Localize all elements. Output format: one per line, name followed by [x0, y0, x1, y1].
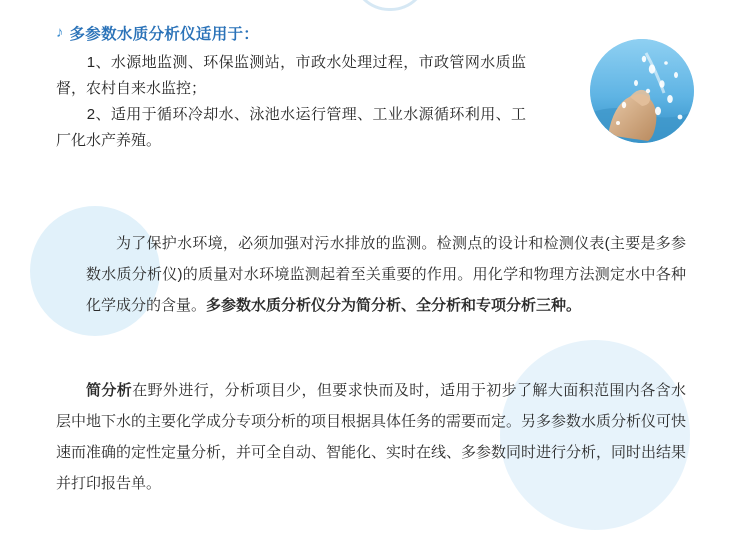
simple-analysis-lead: 简分析: [86, 382, 133, 399]
section-applications-body: [56, 50, 526, 154]
music-note-icon: ♪: [56, 23, 64, 41]
hand-in-water-photo: [590, 39, 694, 143]
simple-analysis-text: 在野外进行，分析项目少，但要求快而及时，适用于初步了解大面积范围内各含水层中地下水的主要化学成分专项分析的项目根据具体任务的需要而定。另多参数水质分析仪可快速而准确的定性定量分析，并可全自动、智能化、实时在线、多参数同时进行分析，同时出结果并打印报告单。: [56, 382, 687, 492]
section-simple-analysis-paragraph: [56, 375, 686, 499]
section-simple-analysis: [56, 375, 686, 499]
application-item: 2、适用于循环冷却水、泳池水运行管理、工业水源循环利用、工厂化水产养殖。: [56, 106, 526, 149]
section-applications: [56, 22, 686, 154]
section-applications-heading: 多参数水质分析仪适用于：: [69, 26, 260, 43]
section-monitoring-paragraph: [86, 228, 686, 321]
section-monitoring: [86, 228, 686, 321]
application-item: 1、水源地监测、环保监测站，市政水处理过程，市政管网水质监督，农村自来水监控；: [56, 54, 526, 97]
top-arc-decoration: [352, 0, 428, 11]
monitoring-text-bold: 多参数水质分析仪分为简分析、全分析和专项分析: [206, 297, 537, 314]
monitoring-text-part-1: 为了保护水环境，必须加强对污水排放的监测。检测点的设计和检测仪表(主要是多参数水质分析仪)的质量对水环境监测起着至关重要的作用。用化学和物理方法测定水中各种化学成分的含量。: [86, 235, 686, 314]
section-applications-heading-row: [56, 22, 686, 44]
monitoring-text-part-3: 三种。: [536, 297, 582, 314]
